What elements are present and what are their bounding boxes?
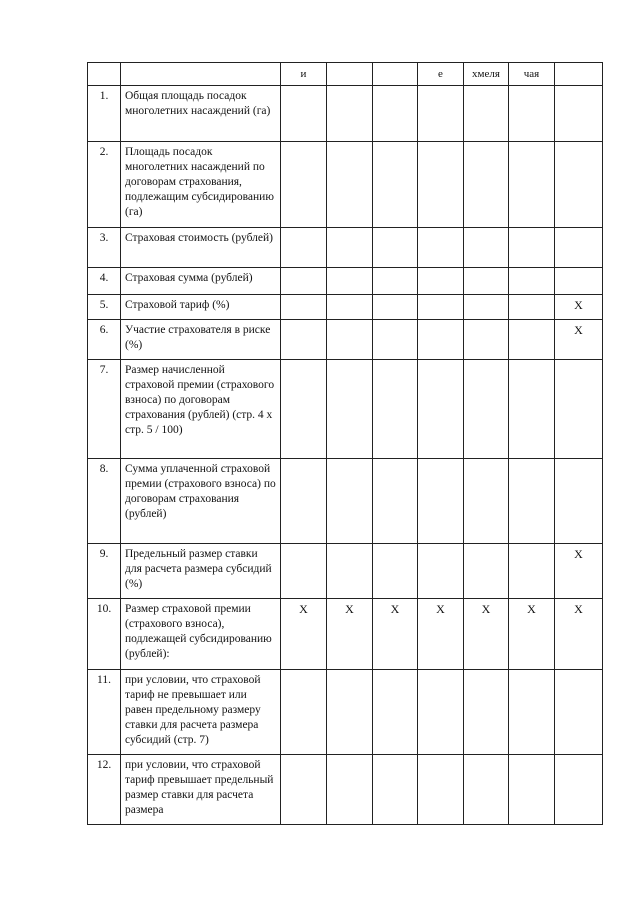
value-cell <box>373 320 418 360</box>
header-cell-num <box>88 63 121 86</box>
value-cell <box>555 459 603 544</box>
value-cell <box>464 320 509 360</box>
value-cell <box>555 360 603 459</box>
value-cell <box>281 755 327 825</box>
value-cell <box>373 544 418 599</box>
value-cell <box>464 142 509 228</box>
value-cell <box>418 86 464 142</box>
value-cell <box>464 228 509 268</box>
row-label: Участие страхователя в риске (%) <box>121 320 281 360</box>
row-label: Сумма уплаченной страховой премии (страхового взноса) по договорам страхования (рублей) <box>121 459 281 544</box>
value-cell <box>281 320 327 360</box>
value-cell <box>464 268 509 295</box>
header-cell-crop: чая <box>509 63 555 86</box>
table-row <box>88 599 603 670</box>
table-row <box>88 360 603 459</box>
value-cell <box>509 228 555 268</box>
value-cell <box>509 670 555 755</box>
value-cell <box>464 86 509 142</box>
value-cell <box>418 755 464 825</box>
value-cell <box>281 142 327 228</box>
value-cell <box>418 670 464 755</box>
table-row <box>88 295 603 320</box>
row-label: Размер страховой премии (страхового взноса), подлежащей субсидированию (рублей): <box>121 599 281 670</box>
value-cell <box>418 360 464 459</box>
row-label: Размер начисленной страховой премии (страхового взноса) по договорам страхования (рублей) (стр. 4 x стр. 5 / 100) <box>121 360 281 459</box>
value-cell <box>327 142 373 228</box>
value-cell <box>281 670 327 755</box>
value-cell <box>327 228 373 268</box>
value-cell <box>281 360 327 459</box>
value-cell <box>373 86 418 142</box>
value-cell <box>327 755 373 825</box>
value-cell <box>418 544 464 599</box>
value-cell <box>509 295 555 320</box>
row-number: 2. <box>88 142 121 228</box>
value-cell <box>373 755 418 825</box>
header-cell-crop <box>555 63 603 86</box>
header-cell-crop: е <box>418 63 464 86</box>
header-cell-label <box>121 63 281 86</box>
value-cell <box>509 268 555 295</box>
not-applicable-mark: X <box>555 320 603 360</box>
value-cell <box>509 142 555 228</box>
not-applicable-mark: X <box>464 599 509 670</box>
not-applicable-mark: X <box>327 599 373 670</box>
value-cell <box>327 320 373 360</box>
header-cell-crop: и <box>281 63 327 86</box>
value-cell <box>509 360 555 459</box>
value-cell <box>281 459 327 544</box>
row-number: 10. <box>88 599 121 670</box>
value-cell <box>464 544 509 599</box>
value-cell <box>281 295 327 320</box>
not-applicable-mark: X <box>373 599 418 670</box>
value-cell <box>555 228 603 268</box>
row-label: Площадь посадок многолетних насаждений по договорам страхования, подлежащим субсидированию (га) <box>121 142 281 228</box>
value-cell <box>418 228 464 268</box>
value-cell <box>373 670 418 755</box>
value-cell <box>327 86 373 142</box>
value-cell <box>555 268 603 295</box>
value-cell <box>464 295 509 320</box>
not-applicable-mark: X <box>555 599 603 670</box>
row-label: Страховая стоимость (рублей) <box>121 228 281 268</box>
table-row <box>88 670 603 755</box>
not-applicable-mark: X <box>281 599 327 670</box>
value-cell <box>327 459 373 544</box>
value-cell <box>327 295 373 320</box>
row-label: при условии, что страховой тариф превышает предельный размер ставки для расчета размера <box>121 755 281 825</box>
value-cell <box>509 86 555 142</box>
row-number: 1. <box>88 86 121 142</box>
row-number: 12. <box>88 755 121 825</box>
row-label: Страховая сумма (рублей) <box>121 268 281 295</box>
row-label: Страховой тариф (%) <box>121 295 281 320</box>
value-cell <box>281 86 327 142</box>
row-number: 5. <box>88 295 121 320</box>
value-cell <box>555 86 603 142</box>
value-cell <box>418 295 464 320</box>
row-label: Предельный размер ставки для расчета размера субсидий (%) <box>121 544 281 599</box>
table-row <box>88 142 603 228</box>
row-label: при условии, что страховой тариф не превышает или равен предельному размеру ставки для расчета размера субсидий (стр. 7) <box>121 670 281 755</box>
table-row <box>88 268 603 295</box>
value-cell <box>281 228 327 268</box>
value-cell <box>281 268 327 295</box>
not-applicable-mark: X <box>555 295 603 320</box>
value-cell <box>373 360 418 459</box>
value-cell <box>327 544 373 599</box>
table-row <box>88 228 603 268</box>
value-cell <box>464 755 509 825</box>
table-row <box>88 320 603 360</box>
value-cell <box>373 295 418 320</box>
row-number: 3. <box>88 228 121 268</box>
value-cell <box>373 268 418 295</box>
value-cell <box>509 755 555 825</box>
value-cell <box>281 544 327 599</box>
value-cell <box>555 755 603 825</box>
row-label: Общая площадь посадок многолетних насаждений (га) <box>121 86 281 142</box>
header-cell-crop <box>327 63 373 86</box>
value-cell <box>327 268 373 295</box>
value-cell <box>418 320 464 360</box>
value-cell <box>418 142 464 228</box>
value-cell <box>555 670 603 755</box>
header-cell-crop: хмеля <box>464 63 509 86</box>
row-number: 8. <box>88 459 121 544</box>
value-cell <box>464 670 509 755</box>
value-cell <box>373 142 418 228</box>
table-header-row <box>88 63 603 86</box>
table-row <box>88 544 603 599</box>
value-cell <box>509 544 555 599</box>
header-cell-crop <box>373 63 418 86</box>
table-row <box>88 86 603 142</box>
value-cell <box>327 360 373 459</box>
not-applicable-mark: X <box>418 599 464 670</box>
value-cell <box>555 142 603 228</box>
table-row <box>88 459 603 544</box>
value-cell <box>373 228 418 268</box>
value-cell <box>373 459 418 544</box>
not-applicable-mark: X <box>555 544 603 599</box>
value-cell <box>327 670 373 755</box>
table-row <box>88 755 603 825</box>
value-cell <box>509 320 555 360</box>
row-number: 7. <box>88 360 121 459</box>
row-number: 4. <box>88 268 121 295</box>
value-cell <box>418 268 464 295</box>
value-cell <box>464 360 509 459</box>
value-cell <box>418 459 464 544</box>
row-number: 6. <box>88 320 121 360</box>
subsidy-calculation-table <box>87 62 603 825</box>
row-number: 9. <box>88 544 121 599</box>
value-cell <box>509 459 555 544</box>
not-applicable-mark: X <box>509 599 555 670</box>
row-number: 11. <box>88 670 121 755</box>
value-cell <box>464 459 509 544</box>
